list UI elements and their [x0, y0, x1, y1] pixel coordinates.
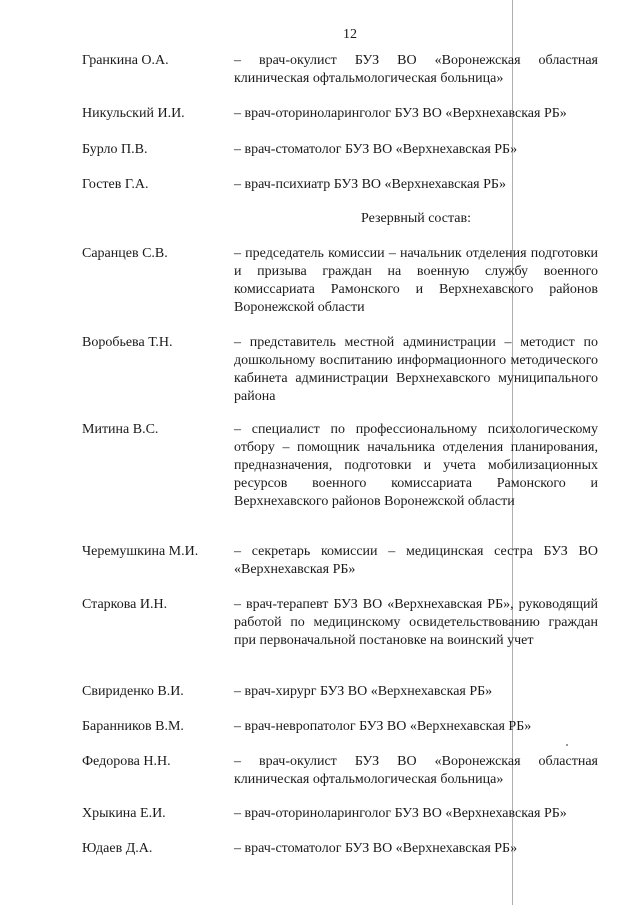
member-name: Воробьева Т.Н. [82, 335, 173, 350]
member-role: – врач-стоматолог БУЗ ВО «Верхнехавская РБ» [234, 142, 518, 157]
member-name: Митина В.С. [82, 422, 159, 437]
member-role: – врач-невропатолог БУЗ ВО «Верхнехавская РБ» [234, 719, 532, 734]
member-role: – представитель местной администрации – методист по дошкольному воспитанию информационного методического кабинета администрации Верхнехавского муниципального района [234, 335, 598, 404]
member-role: – врач-окулист БУЗ ВО «Воронежская областная клиническая офтальмологическая больница» [234, 53, 598, 86]
member-name: Старкова И.Н. [82, 597, 168, 612]
reserve-heading: Резервный состав: [360, 211, 471, 226]
member-name: Гостев Г.А. [82, 177, 149, 192]
member-role: – врач-стоматолог БУЗ ВО «Верхнехавская РБ» [234, 841, 518, 856]
member-role: – врач-хирург БУЗ ВО «Верхнехавская РБ» [234, 684, 493, 699]
member-name: Гранкина О.А. [82, 53, 169, 68]
member-role: – врач-окулист БУЗ ВО «Воронежская областная клиническая офтальмологическая больница» [234, 754, 598, 787]
member-name: Хрыкина Е.И. [82, 806, 166, 821]
member-role: – врач-оториноларинголог БУЗ ВО «Верхнехавская РБ» [234, 806, 567, 821]
member-name: Юдаев Д.А. [82, 841, 153, 856]
member-role: – специалист по профессиональному психологическому отбору – помощник начальника отделения планирования, предназначения, подготовки и учета мобилизационных ресурсов военного комиссариата Рамонского и Верхнехавского районов Воронежской области [234, 422, 598, 509]
member-name: Черемушкина М.И. [82, 544, 199, 559]
member-name: Свириденко В.И. [82, 684, 184, 699]
page-number: 12 [343, 27, 357, 42]
scan-speck [566, 744, 568, 746]
member-role: – врач-психиатр БУЗ ВО «Верхнехавская РБ» [234, 177, 506, 192]
member-name: Федорова Н.Н. [82, 754, 171, 769]
member-role: – врач-терапевт БУЗ ВО «Верхнехавская РБ», руководящий работой по медицинскому освидетельствованию граждан при первоначальной постановке на воинский учет [234, 597, 598, 648]
member-role: – председатель комиссии – начальник отделения подготовки и призыва граждан на военную службу военного комиссариата Рамонского и Верхнехавского районов Воронежской области [234, 246, 598, 315]
member-name: Никульский И.И. [82, 106, 185, 121]
member-role: – врач-оториноларинголог БУЗ ВО «Верхнехавская РБ» [234, 106, 567, 121]
member-name: Бурло П.В. [82, 142, 148, 157]
member-name: Баранников В.М. [82, 719, 184, 734]
member-name: Саранцев С.В. [82, 246, 168, 261]
member-role: – секретарь комиссии – медицинская сестра БУЗ ВО «Верхнехавская РБ» [234, 544, 598, 577]
